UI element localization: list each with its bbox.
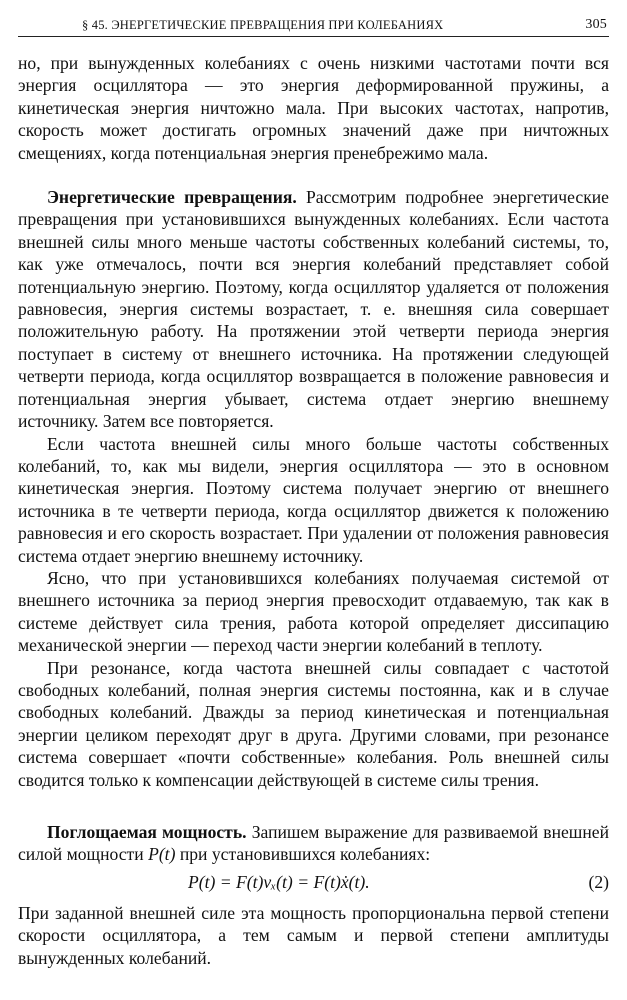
body-text [18, 52, 609, 969]
paragraph-energy-transformations [18, 186, 609, 432]
paragraph-text: Запишем выражение для развиваемой внешней силой мощности [18, 822, 609, 865]
paragraph-absorbed-power [18, 821, 609, 866]
equation-number: (2) [588, 871, 609, 892]
paragraph-dissipation: Ясно, что при установившихся колебаниях получаемая системой от внешнего источника за период энергия превосходит отдаваемую, так как в системе действует сила трения, работа которой определяет диссипацию механической энергии — переход части энергии колебаний в теплоту. [18, 567, 609, 656]
running-header [18, 14, 609, 37]
paragraph-continued: но, при вынужденных колебаниях с очень низкими частотами почти вся энергия осциллятора — это энергия деформированной пружины, а кинетическая энергия ничтожно мала. При высоких частотах, напротив, скорость может достигать огромных значений даже при ничтожных смещениях, когда потенциальная энергия пренебрежимо мала. [18, 53, 609, 163]
paragraph-power-proportional: При заданной внешней силе эта мощность пропорциональна первой степени скорости осциллятора, а тем самым и первой степени амплитуды вынужденных колебаний. [18, 902, 609, 968]
page-number: 305 [585, 17, 607, 32]
equation-2 [18, 868, 609, 896]
paragraph-resonance: При резонансе, когда частота внешней силы совпадает с частотой свободных колебаний, полная энергия системы постоянна, как и в случае свободных колебаний. Дважды за период кинетическая и потенциальная энергии целиком переходят друг в друга. Другими словами, при резонансе система совершает «почти собственные» колебания. Роль внешней силы сводится только к компенсации действующей в системе силы трения. [18, 657, 609, 790]
paragraph-text: Рассмотрим подробнее энергетические превращения при установившихся вынужденных колебаниях. Если частота внешней силы много меньше частоты собственных колебаний системы, то, как уже отмечалось, почти вся энергия колебаний представляет собой потенциальную энергию. Поэтому, когда осциллятор удаляется от положения равновесия, энергия системы возрастает, т. е. внешняя сила совершает положительную работу. На протяжении этой четверти периода энергия поступает в систему от внешнего источника. На протяжении следующей четверти периода, когда осциллятор возвращается в положение равновесия и потенциальная энергия убывает, система отдает энергию внешнему источнику. Затем все повторяется. [18, 187, 609, 432]
section-title: § 45. ЭНЕРГЕТИЧЕСКИЕ ПРЕВРАЩЕНИЯ ПРИ КОЛЕБАНИЯХ [82, 18, 444, 32]
equation-expression: P(t) = F(t)vₓ(t) = F(t)ẋ(t). [188, 871, 370, 892]
paragraph-high-frequency: Если частота внешней силы много больше частоты собственных колебаний, то, как мы видели, энергия осциллятора — это в основном кинетическая энергия. Поэтому система получает энергию от внешнего источника в те четверти периода, когда осциллятор движется к положению равновесия и его скорость возрастает. При удалении от положения равновесия система отдает энергию внешнему источнику. [18, 433, 609, 566]
heading-absorbed-power: Поглощаемая мощность. [47, 822, 247, 842]
heading-energy-transformations: Энергетические превращения. [47, 187, 297, 208]
paragraph-text: при установившихся колебаниях: [179, 844, 431, 865]
power-symbol: P(t) [148, 844, 176, 865]
